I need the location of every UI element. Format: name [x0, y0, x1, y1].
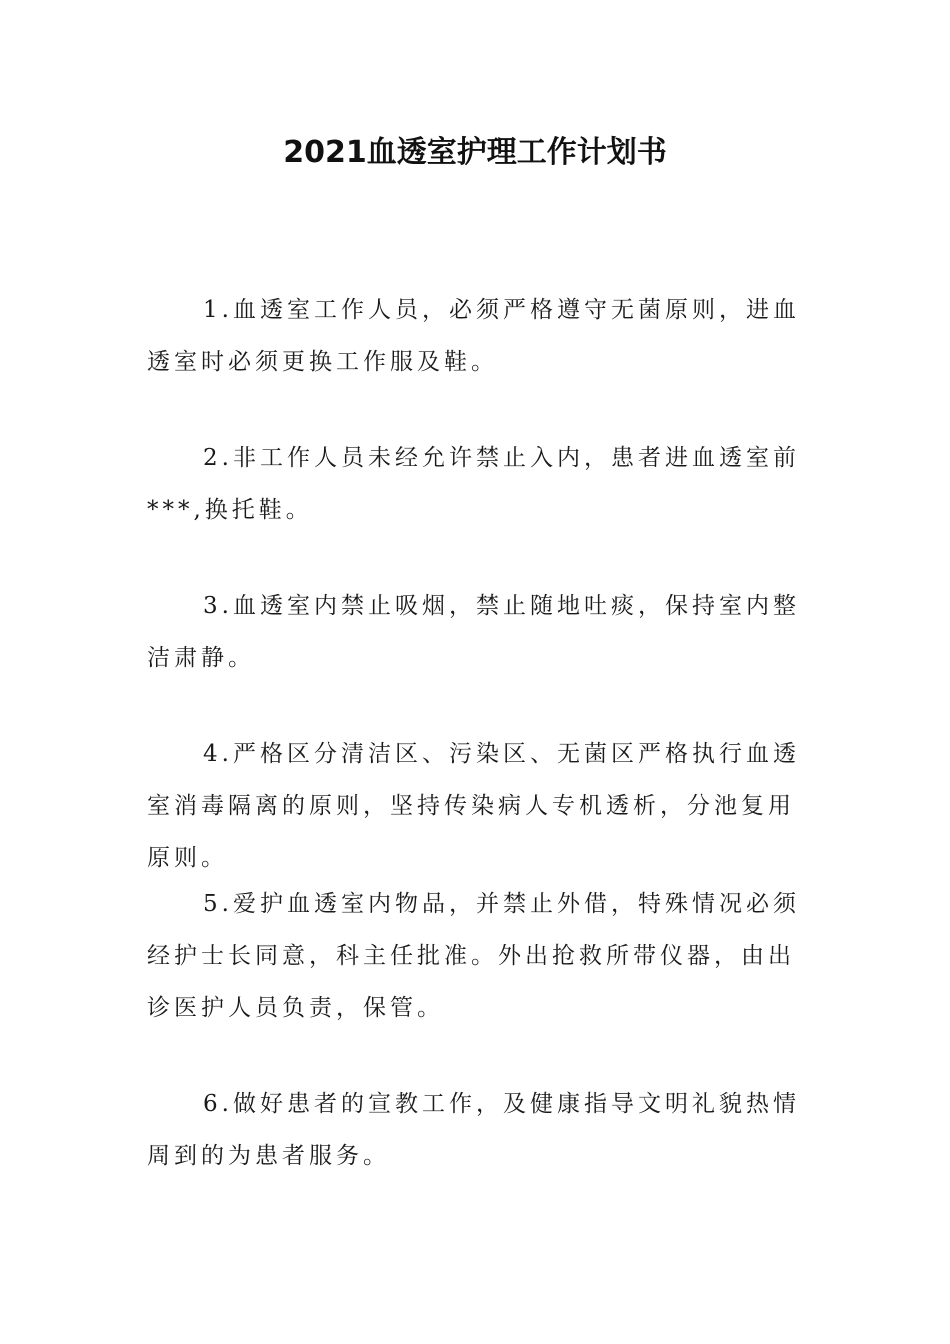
paragraph-2: 2.非工作人员未经允许禁止入内，患者进血透室前***,换托鞋。	[147, 445, 800, 523]
paragraph-5: 5.爱护血透室内物品，并禁止外借，特殊情况必须经护士长同意，科主任批准。外出抢救所带仪器，由出诊医护人员负责，保管。	[147, 891, 800, 1021]
paragraph-3: 3.血透室内禁止吸烟，禁止随地吐痰，保持室内整洁肃静。	[147, 593, 800, 671]
paragraph-6: 6.做好患者的宣教工作，及健康指导文明礼貌热情周到的为患者服务。	[147, 1091, 800, 1169]
paragraph-1: 1.血透室工作人员，必须严格遵守无菌原则，进血透室时必须更换工作服及鞋。	[147, 297, 800, 375]
paragraph-4: 4.严格区分清洁区、污染区、无菌区严格执行血透室消毒隔离的原则，坚持传染病人专机透析，分池复用原则。	[147, 741, 800, 871]
document-title: 2021血透室护理工作计划书	[283, 135, 667, 170]
